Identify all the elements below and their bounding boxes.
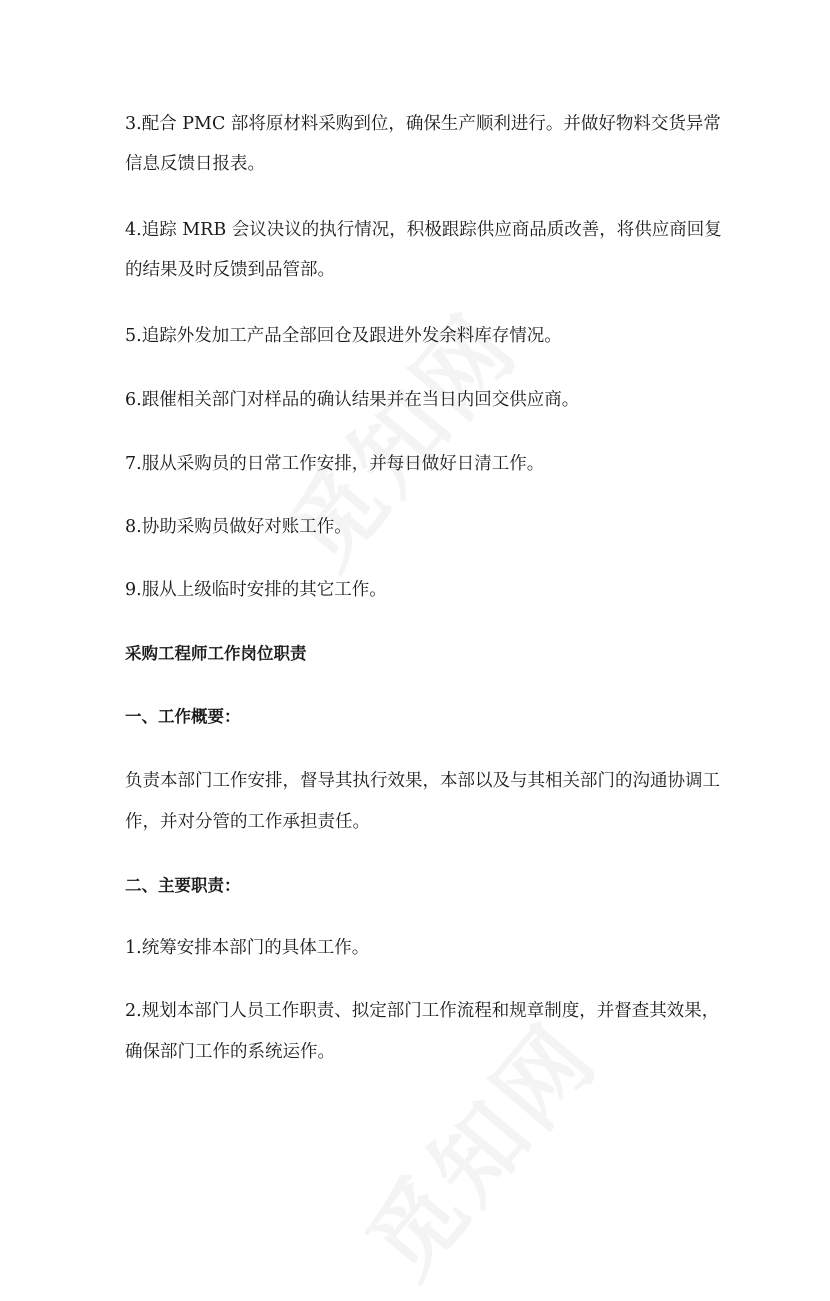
section-heading: 二、主要职责： [125,876,241,895]
paragraph-line: 确保部门工作的系统运作。 [125,1042,335,1062]
paragraph-line: 8.协助采购员做好对账工作。 [125,517,352,537]
paragraph-line: 5.追踪外发加工产品全部回仓及跟进外发余料库存情况。 [125,326,562,346]
paragraph-line: 3.配合 PMC 部将原材料采购到位，确保生产顺利进行。并做好物料交货异常 [125,114,721,134]
watermark [332,991,622,1301]
paragraph-line: 9.服从上级临时安排的其它工作。 [125,580,387,600]
paragraph-line: 负责本部门工作安排，督导其执行效果，本部以及与其相关部门的沟通协调工 [125,771,720,791]
paragraph-line: 作，并对分管的工作承担责任。 [125,812,370,832]
paragraph-line: 信息反馈日报表。 [125,154,265,174]
paragraph-line: 7.服从采购员的日常工作安排，并每日做好日清工作。 [125,454,545,474]
paragraph-line: 1.统筹安排本部门的具体工作。 [125,938,370,958]
section-heading: 采购工程师工作岗位职责 [125,644,307,663]
paragraph-line: 的结果及时反馈到品管部。 [125,260,335,280]
section-heading: 一、工作概要： [125,707,241,726]
paragraph-line: 4.追踪 MRB 会议决议的执行情况，积极跟踪供应商品质改善，将供应商回复 [125,220,722,240]
paragraph-line: 6.跟催相关部门对样品的确认结果并在当日内回交供应商。 [125,390,580,410]
paragraph-line: 2.规划本部门人员工作职责、拟定部门工作流程和规章制度，并督查其效果， [125,1001,720,1021]
